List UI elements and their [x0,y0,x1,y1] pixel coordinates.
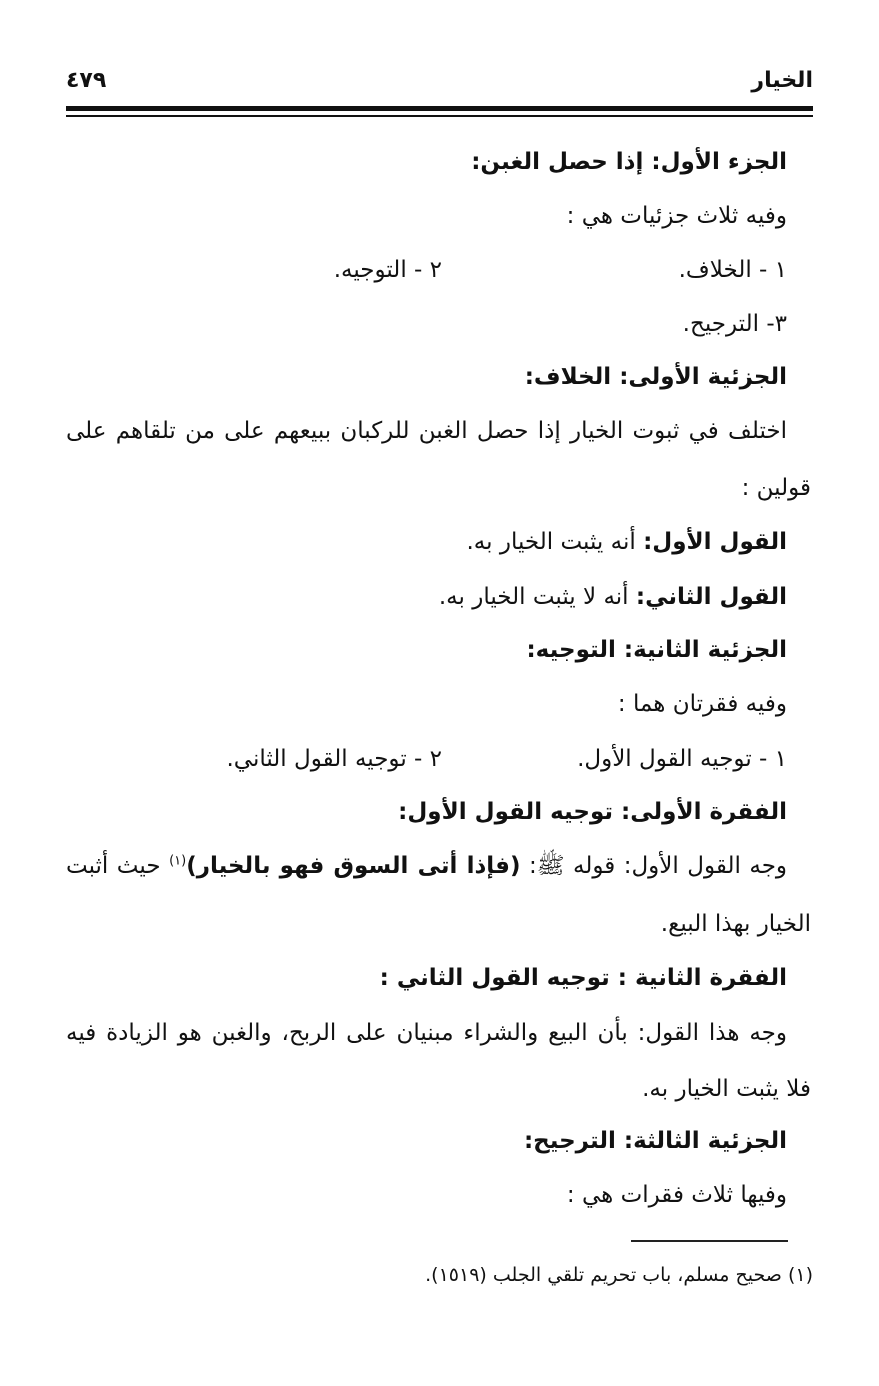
page-number: ٤٧٩ [66,68,107,93]
subpart3-heading: الجزئية الثالثة: الترجيح: [523,1128,787,1154]
opinion2-text: أنه لا يثبت الخيار به. [438,584,629,610]
hadith-quote: (فإذا أتى السوق فهو بالخيار) [186,853,521,879]
intro-two-paragraphs: وفيه فقرتان هما : [617,691,787,717]
opinion1-label: القول الأول: [643,529,787,555]
running-title: الخيار [751,68,813,93]
list2-item1: ١ - توجيه القول الأول. [577,746,787,772]
wajh1-prefix: وجه القول الأول: قوله ﷺ: [528,853,788,879]
footnote: (١) صحيح مسلم، باب تحريم تلقي الجلب (١٥١٩). [425,1264,813,1286]
khilaf-line2: قولين : [741,475,811,501]
page-header [66,68,813,100]
list2-item2: ٢ - توجيه القول الثاني. [226,746,442,772]
wajh1-line2: الخيار بهذا البيع. [660,911,811,937]
wajh2-line1: وجه هذا القول: بأن البيع والشراء مبنيان على الربح، والغبن هو الزيادة فيه [66,1020,787,1046]
header-rule-thick [66,106,813,111]
paragraph2-heading: الفقرة الثانية : توجيه القول الثاني : [379,965,787,991]
part1-heading: الجزء الأول: إذا حصل الغبن: [471,149,787,175]
intro-three-paragraphs: وفيها ثلاث فقرات هي : [566,1182,787,1208]
paragraph1-heading: الفقرة الأولى: توجيه القول الأول: [398,799,787,825]
footnote-ref: (١) [169,853,187,869]
khilaf-line1: اختلف في ثبوت الخيار إذا حصل الغبن للركبان ببيعهم على من تلقاهم على [66,418,787,444]
wajh1-line1 [66,846,787,886]
wajh2-line2: فلا يثبت الخيار به. [642,1076,811,1102]
header-rule-thin [66,115,813,117]
list1-item1: ١ - الخلاف. [678,257,787,283]
wajh1-suffix: حيث أثبت [66,853,161,879]
footnote-separator [631,1240,788,1242]
opinion2-label: القول الثاني: [635,584,787,610]
opinion1 [467,522,788,562]
list1-item2: ٢ - التوجيه. [333,257,442,283]
opinion2 [439,577,787,617]
opinion1-text: أنه يثبت الخيار به. [466,529,636,555]
subpart1-heading: الجزئية الأولى: الخلاف: [524,364,787,390]
subpart2-heading: الجزئية الثانية: التوجيه: [526,637,787,663]
intro-three-subparts: وفيه ثلاث جزئيات هي : [566,203,787,229]
list1-item3: ٣- الترجيح. [682,311,787,337]
